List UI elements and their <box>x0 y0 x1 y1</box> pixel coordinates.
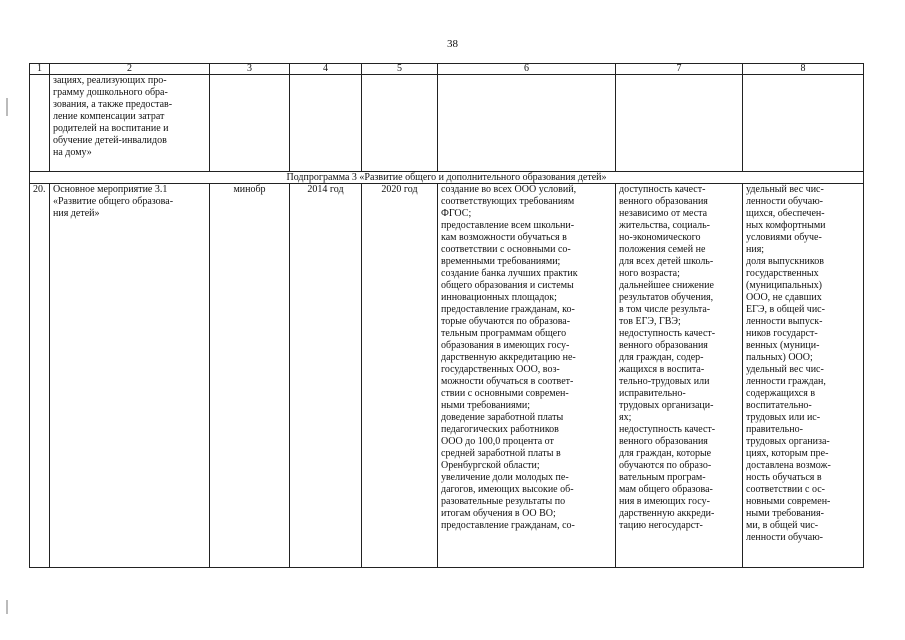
text-line: (муниципальных) <box>746 280 822 291</box>
text-line: создание банка лучших практик <box>441 268 578 279</box>
indicators <box>743 184 864 568</box>
text-line: условиями обуче- <box>746 232 822 243</box>
text-line: соответствующих требованиям <box>441 196 575 207</box>
column-number: 8 <box>743 64 864 75</box>
text-line: можности обучаться в соответ- <box>441 376 574 387</box>
text-line: ООО до 100,0 процента от <box>441 436 554 447</box>
text-line: государственных <box>746 268 819 279</box>
cell-empty <box>743 75 864 172</box>
text-line: дарственную аккреди- <box>619 508 715 519</box>
text-line: итогам обучения в ОО ВО; <box>441 508 556 519</box>
text-line: трудовых организа- <box>746 436 830 447</box>
text-line: для граждан, которые <box>619 448 712 459</box>
text-line: доступность качест- <box>619 184 706 195</box>
text-line: результатов обучения, <box>619 292 714 303</box>
text-line: исправительно- <box>619 388 686 399</box>
text-line: инновационных площадок; <box>441 292 557 303</box>
text-line: обучение детей-инвалидов <box>53 135 167 146</box>
text-line: венного образования <box>619 196 708 207</box>
text-line: в том числе результа- <box>619 304 711 315</box>
text-line: но-экономического <box>619 232 701 243</box>
row-number: 20. <box>30 184 50 568</box>
text-line: создание во всех ООО условий, <box>441 184 577 195</box>
text-line: соответствии с ос- <box>746 484 825 495</box>
scan-artifact <box>6 98 8 116</box>
text-line: Основное мероприятие 3.1 <box>53 184 168 195</box>
text-line: венного образования <box>619 436 708 447</box>
subprogram-title: Подпрограмма 3 «Развитие общего и дополнительного образования детей» <box>30 172 864 184</box>
text-line: ных комфортными <box>746 220 826 231</box>
text-line: образования в имеющих госу- <box>441 340 570 351</box>
table-row <box>30 184 864 568</box>
text-line: ленности обучаю- <box>746 196 824 207</box>
text-line: ствии с основными современ- <box>441 388 569 399</box>
text-line: «Развитие общего образова- <box>53 196 174 207</box>
text-line: венного образования <box>619 340 708 351</box>
end-year: 2020 год <box>362 184 438 568</box>
text-line: родителей на воспитание и <box>53 123 169 134</box>
text-line: тов ЕГЭ, ГВЭ; <box>619 316 681 327</box>
text-line: ленности граждан, <box>746 376 826 387</box>
cell-empty <box>210 75 290 172</box>
non-implementation-consequences <box>616 184 743 568</box>
text-line: ленности выпуск- <box>746 316 823 327</box>
text-line: пальных) ООО; <box>746 352 813 363</box>
text-line: предоставление всем школьни- <box>441 220 575 231</box>
text-line: щихся, обеспечен- <box>746 208 825 219</box>
text-line: вательным програм- <box>619 472 706 483</box>
text-line: предоставление гражданам, со- <box>441 520 575 531</box>
text-line: тацию негосударст- <box>619 520 703 531</box>
text-line: разовательные результаты по <box>441 496 566 507</box>
text-line: ление компенсации затрат <box>53 111 165 122</box>
text-line: торые обучаются по образова- <box>441 316 571 327</box>
text-line: недоступность качест- <box>619 328 716 339</box>
text-line: циях, которым пре- <box>746 448 829 459</box>
text-line: средней заработной платы в <box>441 448 561 459</box>
text-line: недоступность качест- <box>619 424 716 435</box>
text-line: ными требования- <box>746 508 824 519</box>
text-line: жительства, социаль- <box>619 220 711 231</box>
text-line: правительно- <box>746 424 803 435</box>
text-line: доставлена возмож- <box>746 460 831 471</box>
text-line: кам возможности обучаться в <box>441 232 567 243</box>
program-table <box>29 63 864 568</box>
continued-measure-name <box>50 75 210 172</box>
text-line: дарственную аккредитацию не- <box>441 352 576 363</box>
start-year: 2014 год <box>290 184 362 568</box>
text-line: воспитательно- <box>746 400 812 411</box>
cell-empty <box>362 75 438 172</box>
expected-results <box>438 184 616 568</box>
column-number: 2 <box>50 64 210 75</box>
text-line: увеличение доли молодых пе- <box>441 472 569 483</box>
text-line: обучаются по образо- <box>619 460 712 471</box>
text-line: ного возраста; <box>619 268 680 279</box>
cell-empty <box>290 75 362 172</box>
column-number: 1 <box>30 64 50 75</box>
text-line: ников государст- <box>746 328 818 339</box>
text-line: новными современ- <box>746 496 831 507</box>
text-line: ми, в общей чис- <box>746 520 819 531</box>
text-line: ленности обучаю- <box>746 532 824 543</box>
text-line: ЕГЭ, в общей чис- <box>746 304 825 315</box>
text-line: для всех детей школь- <box>619 256 714 267</box>
text-line: содержащихся в <box>746 388 816 399</box>
text-line: мам общего образова- <box>619 484 713 495</box>
column-number: 5 <box>362 64 438 75</box>
text-line: предоставление гражданам, ко- <box>441 304 575 315</box>
text-line: зования, а также предостав- <box>53 99 173 110</box>
cell-empty <box>438 75 616 172</box>
text-line: ния детей» <box>53 208 100 219</box>
text-line: удельный вес чис- <box>746 364 824 375</box>
text-line: Оренбургской области; <box>441 460 540 471</box>
column-number-row <box>30 64 864 75</box>
scan-artifact <box>6 600 8 614</box>
text-line: временными требованиями; <box>441 256 561 267</box>
text-line: ния в имеющих госу- <box>619 496 710 507</box>
measure-name <box>50 184 210 568</box>
text-line: грамму дошкольного обра- <box>53 87 168 98</box>
page-number: 38 <box>447 38 458 50</box>
text-line: тельным программам общего <box>441 328 567 339</box>
text-line: независимо от места <box>619 208 708 219</box>
executor: минобр <box>210 184 290 568</box>
text-line: положения семей не <box>619 244 706 255</box>
cell-empty <box>616 75 743 172</box>
text-line: для граждан, содер- <box>619 352 704 363</box>
subprogram-row <box>30 172 864 184</box>
text-line: ФГОС; <box>441 208 472 219</box>
continued-row <box>30 75 864 172</box>
text-line: соответствии с основными со- <box>441 244 571 255</box>
text-line: трудовых организаци- <box>619 400 714 411</box>
text-line: ях; <box>619 412 632 423</box>
text-line: зациях, реализующих про- <box>53 75 167 86</box>
text-line: ность обучаться в <box>746 472 822 483</box>
text-line: доведение заработной платы <box>441 412 564 423</box>
column-number: 6 <box>438 64 616 75</box>
text-line: трудовых или ис- <box>746 412 821 423</box>
text-line: государственных ООО, воз- <box>441 364 560 375</box>
column-number: 4 <box>290 64 362 75</box>
text-line: тельно-трудовых или <box>619 376 710 387</box>
text-line: ООО, не сдавших <box>746 292 822 303</box>
text-line: удельный вес чис- <box>746 184 824 195</box>
text-line: дальнейшее снижение <box>619 280 714 291</box>
text-line: педагогических работников <box>441 424 559 435</box>
text-line: на дому» <box>53 147 92 158</box>
text-line: ными требованиями; <box>441 400 531 411</box>
text-line: общего образования и системы <box>441 280 574 291</box>
text-line: дагогов, имеющих высокие об- <box>441 484 574 495</box>
text-line: ния; <box>746 244 765 255</box>
column-number: 7 <box>616 64 743 75</box>
cell-empty <box>30 75 50 172</box>
text-line: доля выпускников <box>746 256 824 267</box>
text-line: жащихся в воспита- <box>619 364 705 375</box>
text-line: венных (муници- <box>746 340 820 351</box>
column-number: 3 <box>210 64 290 75</box>
